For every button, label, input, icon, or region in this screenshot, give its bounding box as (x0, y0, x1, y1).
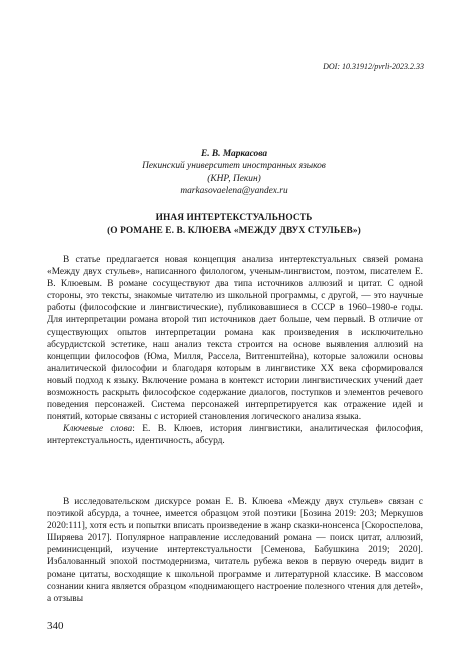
author-email: markasovaelena@yandex.ru (180, 186, 288, 197)
page-number: 340 (47, 620, 64, 632)
title-line-1: ИНАЯ ИНТЕРТЕКСТУАЛЬНОСТЬ (155, 213, 313, 223)
main-paragraph: В исследовательском дискурсе роман Е. В. Клюева «Между двух стульев» связан с поэтикой абсурда, а точнее, имеется образцом этой поэтики [Бозина 2019: 203; Меркушов 2020:111], хотя есть и попытки вписать произведение в жанр сказки-нонсенса [Скороспелова, Ширяева 2017]. Популярное направление исследований романа — поиск цитат, аллюзий, реминисценций, изучение интертекстуальности [Семенова, Бабушкина 2019; 2020]. Избалованный эпохой постмодернизма, читатель рубежа веков в первую очередь видит в романе цитаты, восходящие к школьной программе и литературной классике. В массовом сознании книга является образцом «поднимающего настроение полезного чтения для детей», а отзывы (47, 497, 423, 604)
abstract-text: В статье предлагается новая концепция анализа интертекстуальных связей романа «Между двух стульев», написанного филологом, ученым-лингвистом, поэтом, писателем Е. В. Клюевым. В романе сосуществуют два типа источников аллюзий и цитат. С одной стороны, это тексты, знакомые читателю из школьной программы, с другой, — это научные работы (философские и лингвистические), публиковавшиеся в СССР в 1960–1980-е годы. Для интерпретации романа второй тип источников дает больше, чем первый. В отличие от существующих опытов интерпретации романа как произведения в исключительно абсурдистской эстетике, наш анализ текста строится на основе выявления аллюзий на концепции философов (Юма, Милля, Рассела, Витгенштейна), которые заложили основы аналитической философии и благодаря которым в лингвистике XX века сформировался новый подход к языку. Включение романа в контекст истории лингвистических учений дает возможность раскрыть философское содержание диалогов, поступков и элементов речевого поведения персонажей. Система персонажей интерпретируется как отражение идей и понятий, которые связаны с историей становления логического анализа языка. (47, 255, 423, 423)
main-text-block (47, 496, 423, 605)
article-title (0, 212, 468, 237)
affiliation-line-2: (КНР, Пекин) (207, 173, 261, 184)
title-line-2: (О РОМАНЕ Е. В. КЛЮЕВА «МЕЖДУ ДВУХ СТУЛЬЕВ») (107, 225, 361, 236)
keywords-label: Ключевые слова (63, 424, 133, 435)
doi-line: DOI: 10.31912/pvrli-2023.2.33 (323, 62, 424, 71)
abstract-block (47, 254, 423, 448)
keywords-line (47, 423, 423, 447)
author-block (0, 148, 468, 198)
affiliation-line-1: Пекинский университет иностранных языков (142, 161, 326, 172)
keywords-text: : Е. В. Клюев, история лингвистики, аналитическая философия, интертекстуальность, идентичность, абсурд. (47, 424, 423, 447)
author-name: Е. В. Маркасова (200, 149, 268, 159)
